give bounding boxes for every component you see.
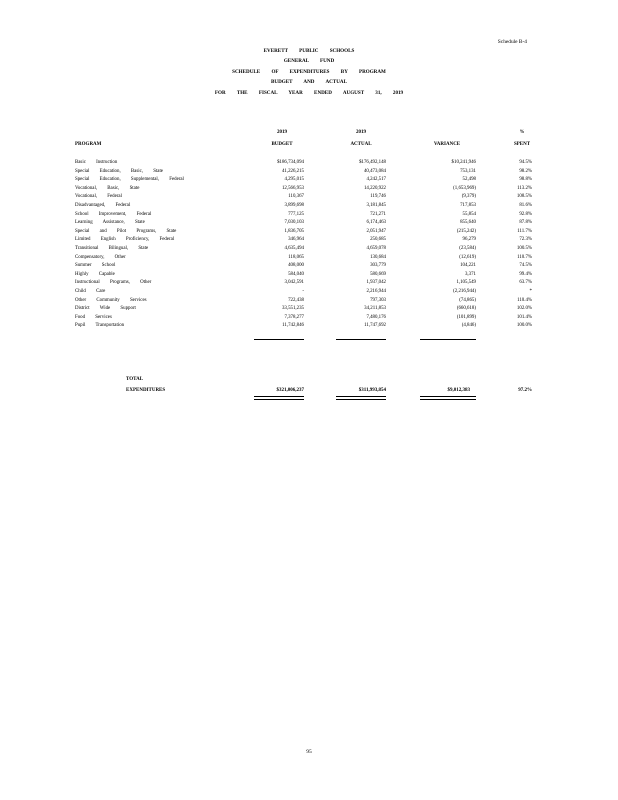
program-name: Other Community Services	[75, 297, 147, 303]
program-name: Special and Pilot Programs, State	[75, 228, 177, 234]
variance-value: 52,498	[462, 177, 476, 183]
variance-value: (4,846)	[461, 323, 476, 329]
actual-value: 3,181,845	[366, 203, 386, 208]
budget-value: 3,899,698	[284, 203, 304, 208]
actual-value: 1,937,042	[366, 280, 386, 286]
budget-value: 4,295,015	[284, 177, 304, 183]
variance-value: (101,899)	[456, 314, 476, 320]
actual-value: $176,492,148	[359, 160, 386, 165]
pct-spent-value: 94.5%	[519, 160, 532, 165]
program-name: Special Education, Basic, State	[75, 168, 163, 174]
pct-spent-value: 110.7%	[517, 254, 532, 260]
actual-value: 303,779	[370, 263, 386, 269]
pct-spent-value: 108.5%	[516, 194, 532, 200]
actual-value: 2,051,947	[366, 228, 386, 234]
actual-value: 797,303	[370, 297, 386, 303]
actual-value: 4,242,517	[366, 177, 386, 183]
actual-value: 721,271	[370, 211, 386, 217]
actual-subtotal-rule	[336, 339, 386, 340]
variance-value: 855,640	[460, 220, 476, 226]
pct-spent-value: 92.8%	[519, 211, 532, 217]
variance-value: (12,619)	[459, 254, 476, 260]
variance-value: (2,216,944)	[453, 289, 476, 294]
pct-spent-value: 98.2%	[519, 168, 532, 174]
total-pct: 97.2%	[518, 388, 532, 393]
budget-value: 41,226,215	[281, 168, 304, 174]
program-name: Special Education, Supplemental, Federal	[75, 177, 184, 183]
budget-value: 11,742,846	[282, 323, 304, 329]
program-name: Child Care	[75, 289, 106, 294]
actual-value: 4,659,078	[366, 246, 386, 251]
variance-value: (9,379)	[461, 194, 476, 200]
budget-value: 584,040	[288, 271, 304, 277]
variance-value: 717,853	[460, 203, 476, 208]
program-name: Highly Capable	[75, 271, 115, 277]
pct-spent-value: 110.4%	[517, 297, 532, 303]
program-name: Food Services	[75, 314, 112, 320]
budget-total-rule	[254, 396, 304, 400]
program-name: Learning Assistance, State	[75, 220, 145, 226]
actual-value: 7,480,176	[366, 314, 386, 320]
budget-subtotal-rule	[254, 339, 304, 340]
pct-spent-value: 81.6%	[519, 203, 532, 208]
actual-value: 130,684	[370, 254, 386, 260]
actual-year-header: 2019	[356, 130, 366, 135]
budget-value: 1,836,705	[284, 228, 304, 234]
pct-spent-value: 113.2%	[517, 185, 532, 191]
budget-value: 722,438	[288, 297, 304, 303]
actual-value: 14,220,922	[363, 185, 386, 191]
pct-spent-value: 63.7%	[519, 280, 532, 286]
actual-value: 580,669	[370, 271, 386, 277]
spent-header: SPENT	[513, 142, 531, 147]
pct-spent-value: 99.4%	[519, 271, 532, 277]
program-name: Limited English Proficiency, Federal	[75, 237, 175, 243]
program-name: Vocational, Basic, State	[75, 185, 140, 191]
budget-year-header: 2019	[277, 130, 287, 135]
pct-spent-value: 100.0%	[516, 323, 532, 329]
budget-value: 3,042,591	[284, 280, 304, 286]
variance-value: (23,584)	[459, 246, 476, 251]
pct-spent-value: 72.3%	[519, 237, 532, 243]
pct-spent-value: 74.5%	[519, 263, 532, 269]
variance-value: (215,242)	[456, 228, 476, 234]
pct-spent-value: 87.8%	[519, 220, 532, 226]
budget-value: 408,000	[288, 263, 304, 269]
pct-symbol-header: %	[519, 130, 525, 135]
variance-total-rule	[420, 396, 476, 400]
program-name: Basic Instruction	[75, 160, 118, 165]
variance-value: (660,618)	[456, 306, 476, 312]
variance-value: 753,131	[460, 168, 476, 174]
budget-value: 110,367	[288, 194, 304, 200]
actual-total-rule	[336, 396, 386, 400]
variance-value: 104,221	[460, 263, 476, 269]
budget-value: 7,030,103	[284, 220, 304, 226]
total-variance: $9,012,383	[447, 388, 470, 393]
title-line-3: SCHEDULE OF EXPENDITURES BY PROGRAM	[232, 69, 386, 75]
schedule-label: Schedule B-4	[497, 39, 527, 45]
budget-value: 777,125	[288, 211, 304, 217]
pct-spent-value: 111.7%	[517, 228, 532, 234]
budget-value: 33,551,235	[281, 306, 304, 312]
budget-value: 7,378,277	[284, 314, 304, 320]
title-line-1: EVERETT PUBLIC SCHOOLS	[263, 48, 355, 54]
budget-value: 12,566,953	[281, 185, 304, 191]
program-name: District Wide Support	[75, 306, 136, 312]
budget-header: BUDGET	[271, 142, 293, 147]
pct-spent-value: 100.5%	[516, 246, 532, 251]
program-name: Summer School	[75, 263, 116, 269]
table-row	[0, 323, 618, 332]
variance-subtotal-rule	[420, 339, 476, 340]
total-actual: $311,993,854	[358, 388, 386, 393]
actual-value: 6,174,463	[366, 220, 386, 226]
program-header: PROGRAM	[75, 142, 102, 147]
actual-value: 2,216,944	[366, 289, 386, 294]
variance-value: 55,854	[462, 211, 476, 217]
actual-value: 40,473,084	[363, 168, 386, 174]
pct-spent-value: 98.8%	[519, 177, 532, 183]
total-label-1: TOTAL	[126, 377, 144, 382]
title-line-4: BUDGET AND ACTUAL	[271, 79, 347, 85]
variance-value: 1,105,549	[456, 280, 476, 286]
actual-value: 34,211,853	[364, 306, 386, 312]
program-name: Disadvantaged, Federal	[75, 203, 131, 208]
pct-spent-value: 101.4%	[516, 314, 532, 320]
program-name: School Improvement, Federal	[75, 211, 152, 217]
actual-value: 119,746	[370, 194, 386, 200]
variance-value: (74,865)	[459, 297, 476, 303]
variance-value: (1,653,969)	[453, 185, 476, 191]
actual-header: ACTUAL	[350, 142, 372, 147]
title-line-5: FOR THE FISCAL YEAR ENDED AUGUST 31, 2019	[214, 90, 404, 96]
budget-value: 346,964	[288, 237, 304, 243]
pct-spent-value: *	[529, 289, 532, 294]
actual-value: 11,747,692	[364, 323, 386, 329]
pct-spent-value: 102.0%	[516, 306, 532, 312]
program-name: Instructional Programs, Other	[75, 280, 152, 286]
budget-value: 4,635,494	[284, 246, 304, 251]
budget-value: $186,734,094	[277, 160, 304, 165]
variance-value: 96,279	[462, 237, 476, 243]
program-name: Pupil Transportation	[75, 323, 125, 329]
variance-value: 3,371	[464, 271, 476, 277]
budget-value: 118,065	[288, 254, 304, 260]
variance-value: $10,241,946	[451, 160, 476, 165]
program-name: Vocational, Federal	[75, 194, 122, 200]
total-budget: $321,006,237	[276, 388, 304, 393]
actual-value: 250,685	[370, 237, 386, 243]
variance-header: VARIANCE	[433, 142, 461, 147]
title-line-2: GENERAL FUND	[283, 58, 335, 64]
total-label-2: EXPENDITURES	[126, 388, 166, 393]
program-name: Compensatory, Other	[75, 254, 126, 260]
page-number: 95	[306, 749, 312, 755]
budget-value: -	[302, 289, 304, 294]
program-name: Transitional Bilingual, State	[75, 246, 149, 251]
